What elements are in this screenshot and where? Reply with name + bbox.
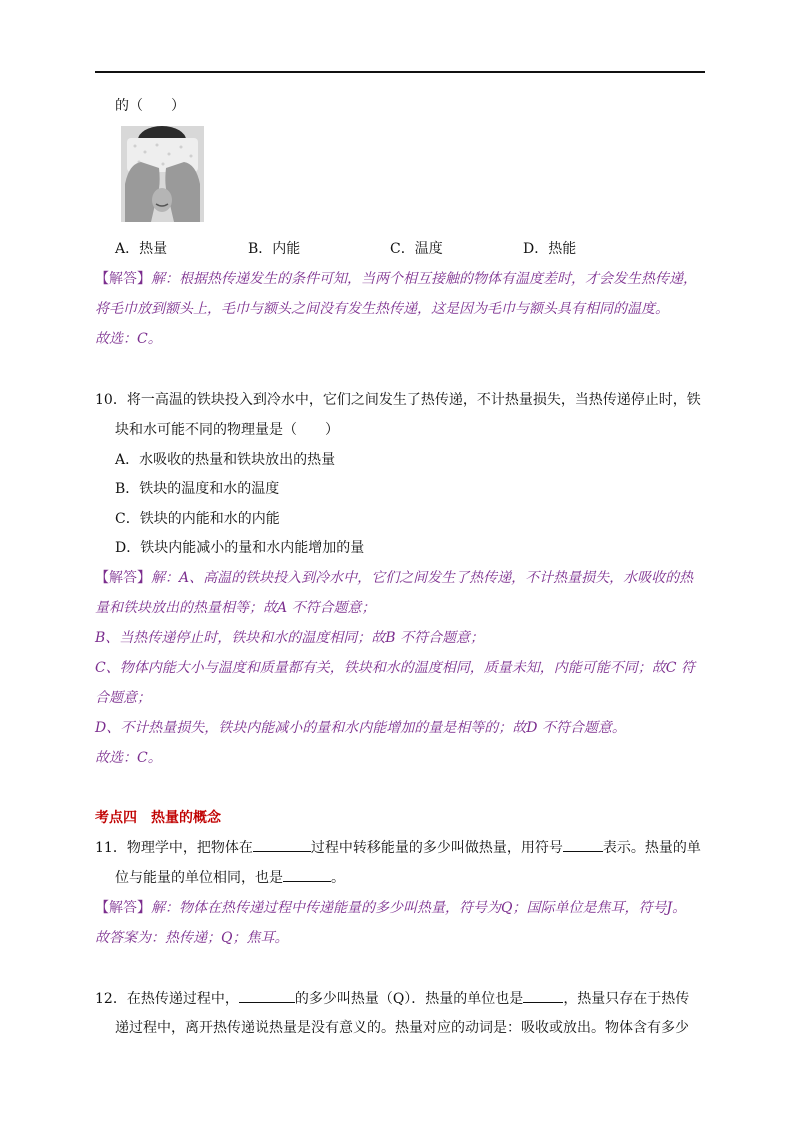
q10-option-a: A．水吸收的热量和铁块放出的热量 bbox=[115, 452, 336, 468]
q11-line-2 bbox=[115, 867, 345, 888]
answer-text: 解：根据热传递发生的条件可知，当两个相互接触的物体有温度差时，才会发生热传递， bbox=[151, 271, 697, 287]
answer-text: 解：物体在热传递过程中传递能量的多少叫热量，符号为Q；国际单位是焦耳，符号J。 bbox=[151, 900, 687, 916]
face-towel-image bbox=[121, 126, 204, 222]
q9-stem-tail: 的（ ） bbox=[115, 98, 185, 114]
answer-tag: 【解答】 bbox=[95, 900, 151, 916]
q9-option-c: C．温度 bbox=[390, 241, 443, 257]
q11-text-3: 表示。热量的单 bbox=[602, 840, 701, 856]
q11-blank-1[interactable] bbox=[253, 837, 311, 852]
q10-option-b: B．铁块的温度和水的温度 bbox=[115, 481, 280, 497]
q11-blank-3[interactable] bbox=[283, 867, 331, 882]
q10-answer-line-2: 量和铁块放出的热量相等；故A 不符合题意； bbox=[95, 600, 376, 616]
q12-blank-2[interactable] bbox=[523, 988, 563, 1003]
q10-answer-line-4: C、物体内能大小与温度和质量都有关，铁块和水的温度相同，质量未知，内能可能不同；故C 符 bbox=[95, 660, 695, 676]
answer-tag: 【解答】 bbox=[95, 570, 151, 586]
q10-answer-line-5: 合题意； bbox=[95, 690, 151, 706]
q11-answer-line-2: 故答案为：热传递；Q；焦耳。 bbox=[95, 930, 289, 946]
q12-line-1 bbox=[95, 988, 689, 1009]
header-rule bbox=[95, 71, 705, 73]
section-title: 考点四 热量的概念 bbox=[95, 810, 221, 826]
q12-text-1: 12．在热传递过程中， bbox=[95, 991, 239, 1007]
q9-option-a: A．热量 bbox=[115, 241, 168, 257]
q11-text-4: 位与能量的单位相同，也是 bbox=[115, 870, 283, 886]
q12-blank-1[interactable] bbox=[239, 988, 295, 1003]
q9-option-b: B．内能 bbox=[248, 241, 301, 257]
q11-text-5: 。 bbox=[331, 870, 345, 886]
q9-answer-line-3: 故选：C。 bbox=[95, 331, 162, 347]
q11-line-1 bbox=[95, 837, 701, 858]
q10-answer-line-7: 故选：C。 bbox=[95, 750, 162, 766]
q12-text-3: ，热量只存在于热传 bbox=[563, 991, 690, 1007]
q11-text-1: 11．物理学中，把物体在 bbox=[95, 840, 253, 856]
q10-stem-line-1: 10．将一高温的铁块投入到冷水中，它们之间发生了热传递，不计热量损失，当热传递停止时，铁 bbox=[95, 392, 701, 408]
q10-option-c: C．铁块的内能和水的内能 bbox=[115, 511, 280, 527]
q9-answer-line-1 bbox=[95, 269, 697, 289]
q9-answer-line-2: 将毛巾放到额头上，毛巾与额头之间没有发生热传递，这是因为毛巾与额头具有相同的温度。 bbox=[95, 301, 669, 317]
q9-option-d: D．热能 bbox=[523, 241, 577, 257]
q10-stem-line-2: 块和水可能不同的物理量是（ ） bbox=[115, 422, 339, 438]
q10-answer-line-6: D、不计热量损失，铁块内能减小的量和水内能增加的量是相等的；故D 不符合题意。 bbox=[95, 720, 626, 736]
answer-text: 解：A、高温的铁块投入到冷水中，它们之间发生了热传递，不计热量损失，水吸收的热 bbox=[151, 570, 694, 586]
q12-line-2: 递过程中，离开热传递说热量是没有意义的。热量对应的动词是：吸收或放出。物体含有多少 bbox=[115, 1020, 689, 1036]
q10-answer-line-3: B、当热传递停止时，铁块和水的温度相同；故B 不符合题意； bbox=[95, 630, 485, 646]
q11-text-2: 过程中转移能量的多少叫做热量，用符号 bbox=[310, 840, 563, 856]
q11-answer-line-1 bbox=[95, 898, 686, 918]
q10-option-d: D．铁块内能减小的量和水内能增加的量 bbox=[115, 540, 365, 556]
q11-blank-2[interactable] bbox=[563, 837, 603, 852]
answer-tag: 【解答】 bbox=[95, 271, 151, 287]
q10-answer-line-1 bbox=[95, 568, 693, 588]
q12-text-2: 的多少叫热量（Q）．热量的单位也是 bbox=[294, 991, 524, 1007]
face-towel-photo bbox=[121, 126, 204, 222]
